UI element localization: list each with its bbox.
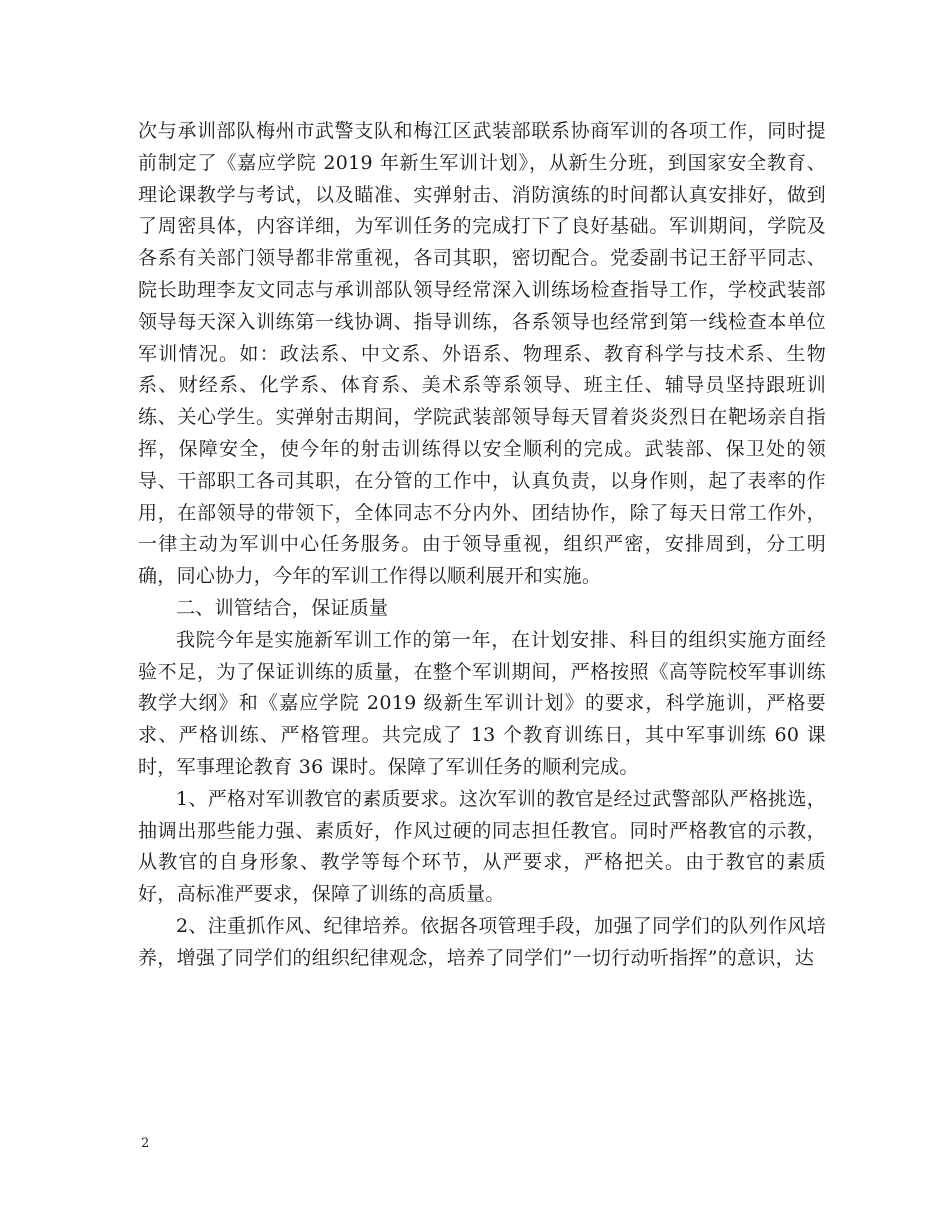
section-heading: 二、训管结合，保证质量 — [176, 596, 389, 619]
page-body — [138, 116, 826, 975]
paragraph-5: 2、注重抓作风、纪律培养。依据各项管理手段，加强了同学们的队列作风培养，增强了同学们的组织纪律观念，培养了同学们”一切行动听指挥”的意识，达 — [138, 914, 826, 969]
paragraph-4: 1、严格对军训教官的素质要求。这次军训的教官是经过武警部队严格挑选，抽调出那些能力强、素质好，作风过硬的同志担任教官。同时严格教官的示教，从教官的自身形象、教学等每个环节，从严要求，严格把关。由于教官的素质好，高标准严要求，保障了训练的高质量。 — [138, 787, 826, 906]
paragraph-1: 次与承训部队梅州市武警支队和梅江区武装部联系协商军训的各项工作，同时提前制定了《嘉应学院 2019 年新生军训计划》，从新生分班，到国家安全教育、理论课教学与考试，以及瞄准、实弹射击、消防演练的时间都认真安排好，做到了周密具体，内容详细，为军训任务的完成打下了良好基础。军训期间，学院及各系有关部门领导都非常重视，各司其职，密切配合。党委副书记王舒平同志、院长助理李友文同志与承训部队领导经常深入训练场检查指导工作，学校武装部领导每天深入训练第一线协调、指导训练，各系领导也经常到第一线检查本单位军训情况。如：政法系、中文系、外语系、物理系、教育科学与技术系、生物系、财经系、化学系、体育系、美术系等系领导、班主任、辅导员坚持跟班训练、关心学生。实弹射击期间，学院武装部领导每天冒着炎炎烈日在靶场亲自指挥，保障安全，使今年的射击训练得以安全顺利的完成。武装部、保卫处的领导、干部职工各司其职，在分管的工作中，认真负责，以身作则，起了表率的作用，在部领导的带领下，全体同志不分内外、团结协作，除了每天日常工作外，一律主动为军训中心任务服务。由于领导重视，组织严密，安排周到，分工明确，同心协力，今年的军训工作得以顺利展开和实施。 — [138, 120, 826, 588]
page-number: 2 — [141, 1136, 150, 1151]
paragraph-3: 我院今年是实施新军训工作的第一年，在计划安排、科目的组织实施方面经验不足，为了保证训练的质量，在整个军训期间，严格按照《高等院校军事训练教学大纲》和《嘉应学院 2019 级新生军训计划》的要求，科学施训，严格要求、严格训练、严格管理。共完成了 13 个教育训练日，其中军事训练 60 课时，军事理论教育 36 课时。保障了军训任务的顺利完成。 — [138, 628, 826, 778]
